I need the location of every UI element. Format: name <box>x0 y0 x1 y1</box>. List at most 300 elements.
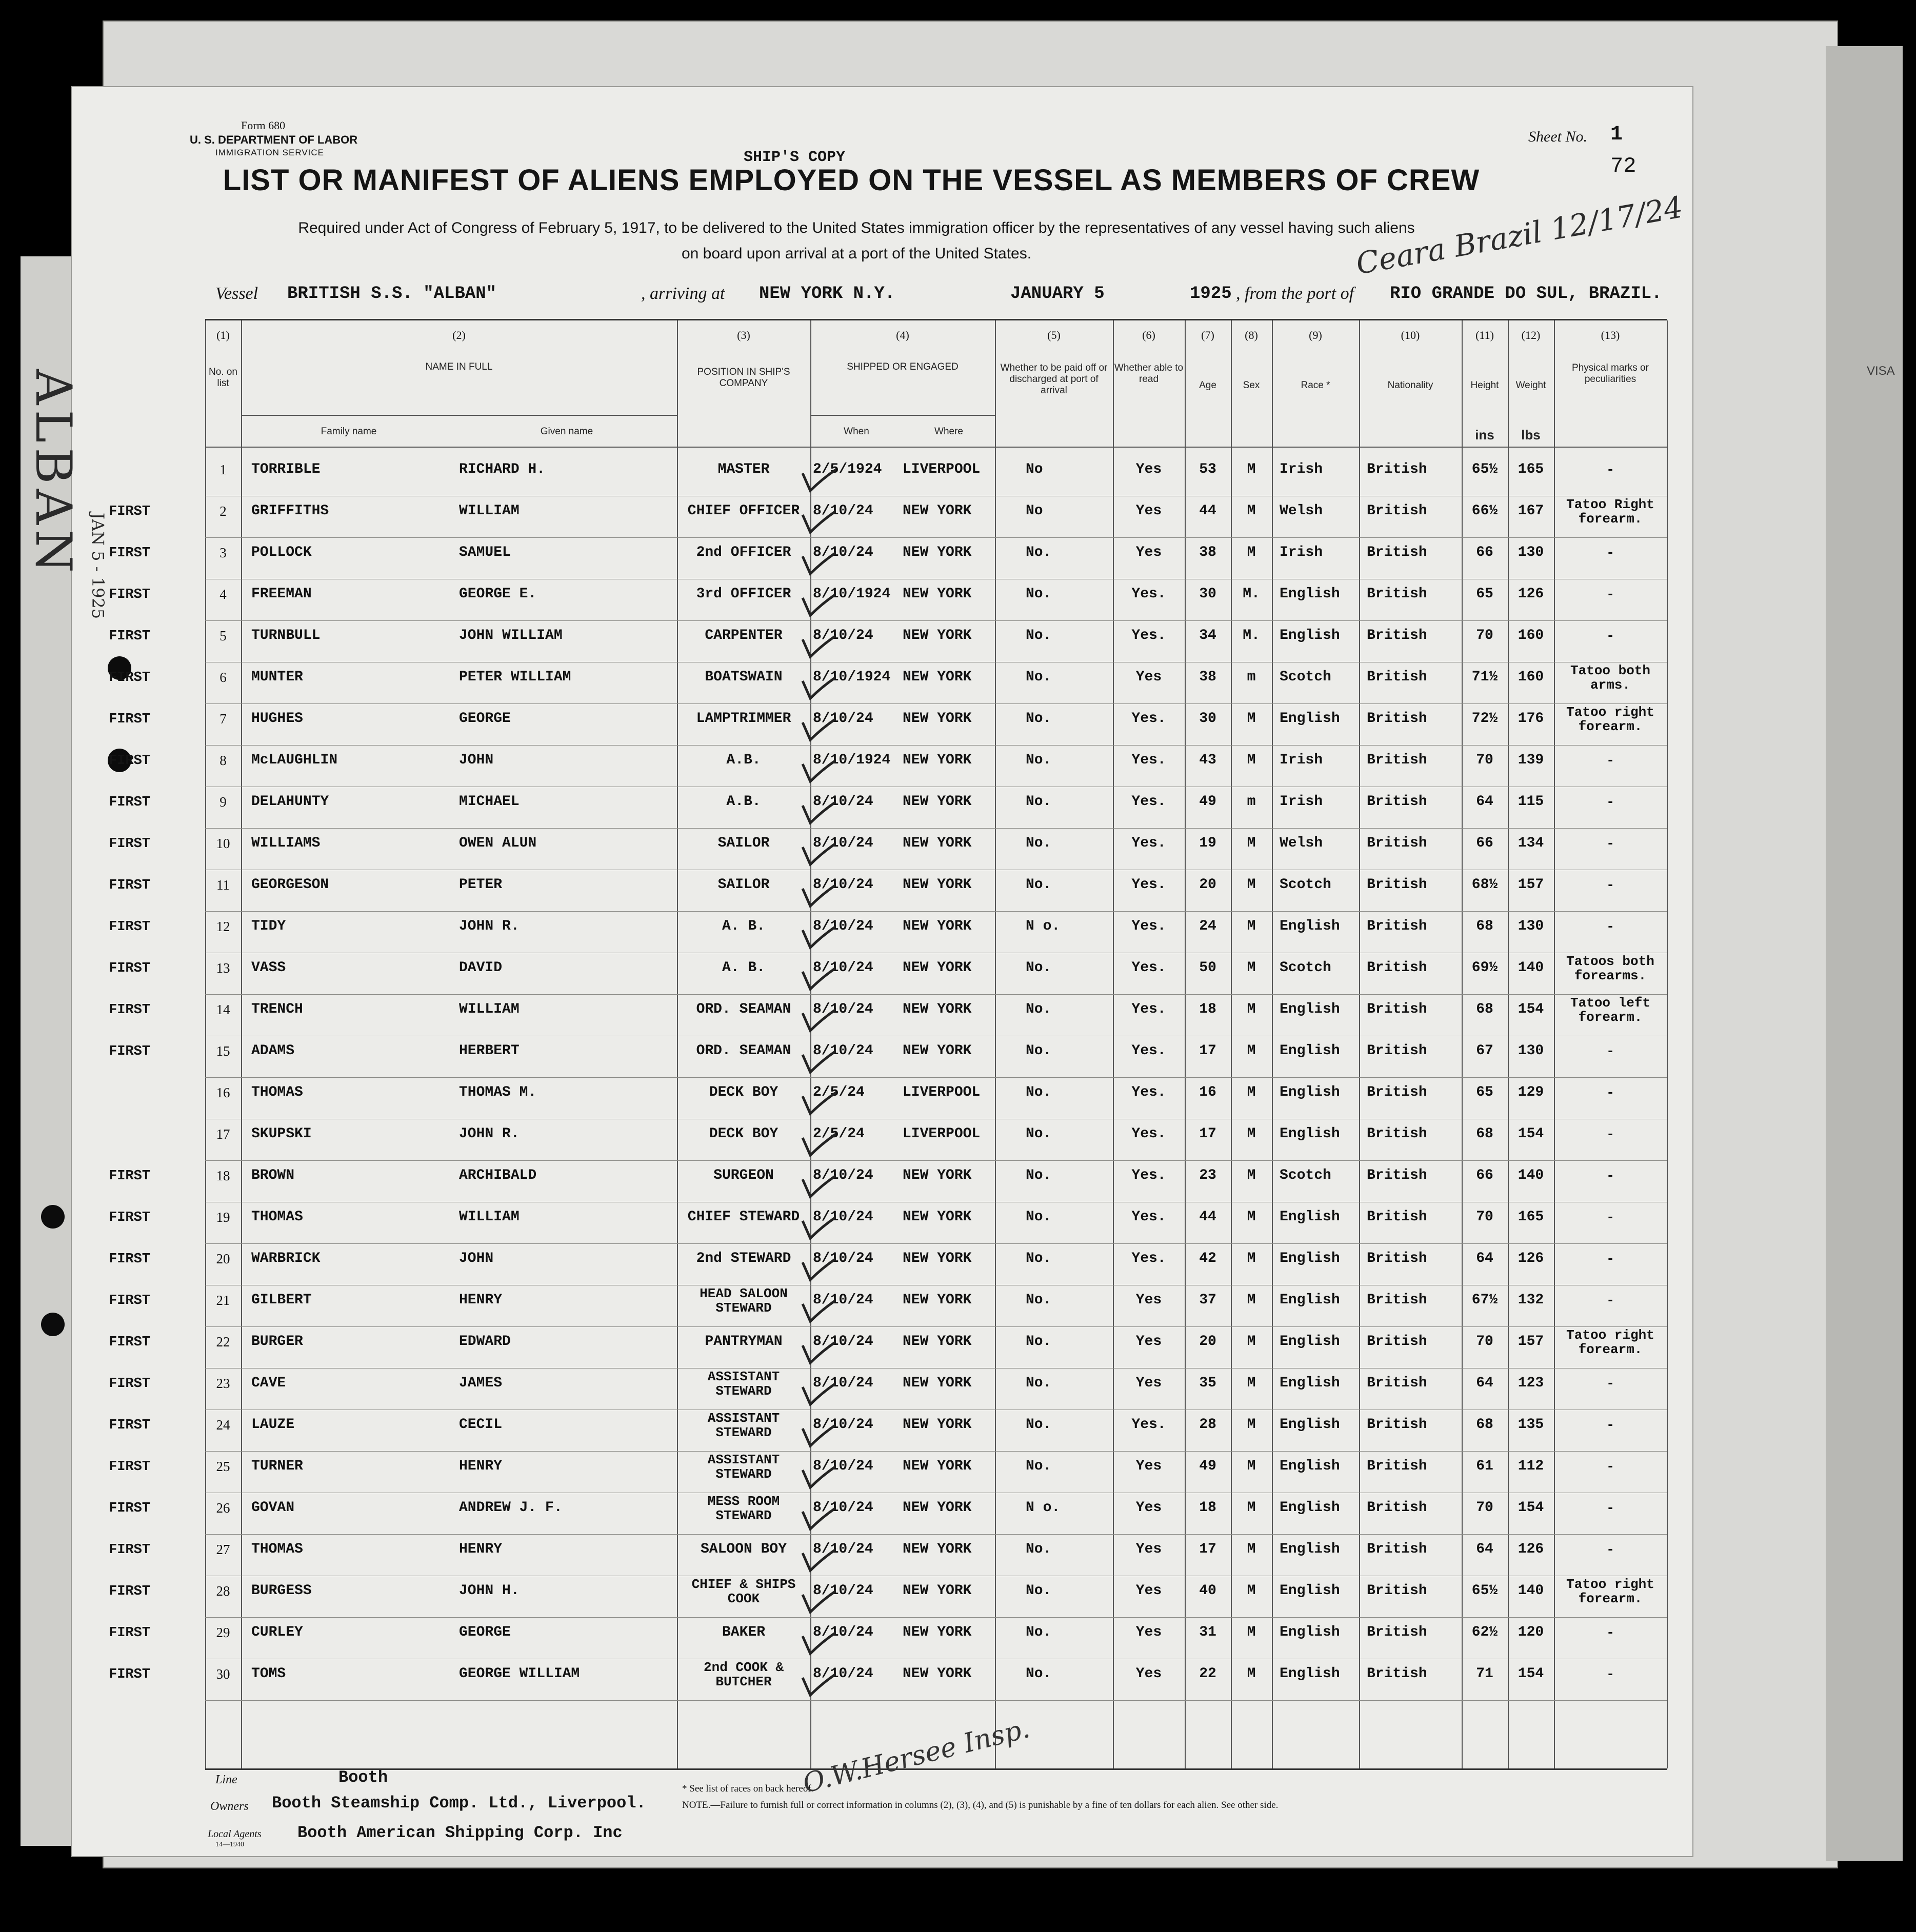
cell-age: 37 <box>1199 1292 1216 1308</box>
footer-owners-label: Owners <box>210 1800 249 1813</box>
cell-read: Yes <box>1135 1292 1162 1308</box>
cell-no: 9 <box>219 794 227 810</box>
cell-read: Yes <box>1135 461 1162 477</box>
cell-read: Yes <box>1135 1334 1162 1350</box>
page-title: LIST OR MANIFEST OF ALIENS EMPLOYED ON THE VESSEL AS MEMBERS OF CREW <box>223 164 1480 197</box>
cell-where: NEW YORK <box>903 545 972 560</box>
cell-race: English <box>1280 1334 1340 1350</box>
cell-age: 38 <box>1199 545 1216 560</box>
cell-age: 49 <box>1199 794 1216 810</box>
stamp-date: JAN 5 - 1925 <box>88 513 108 619</box>
cell-paid: No. <box>1026 545 1052 560</box>
cell-weight: 130 <box>1518 918 1544 934</box>
cell-position: 2nd STEWARD <box>696 1251 791 1266</box>
cell-age: 50 <box>1199 960 1216 976</box>
cell-sex: M <box>1247 1583 1256 1599</box>
table-row <box>205 746 1667 787</box>
cell-when: 8/10/24 <box>813 1500 873 1516</box>
first-class-label: FIRST <box>109 587 151 602</box>
cell-family: TURNER <box>251 1458 303 1474</box>
col-num-9: (9) <box>1309 329 1322 341</box>
cell-marks: - <box>1606 877 1614 893</box>
cell-where: LIVERPOOL <box>903 1126 981 1142</box>
cell-height: 67½ <box>1471 1292 1498 1308</box>
cell-family: TRENCH <box>251 1001 303 1017</box>
first-class-label: FIRST <box>109 1501 151 1516</box>
cell-marks: - <box>1606 1542 1614 1557</box>
cell-when: 8/10/24 <box>813 960 873 976</box>
cell-race: English <box>1280 1209 1340 1225</box>
arriving-port: NEW YORK N.Y. <box>759 284 895 304</box>
cell-paid: No. <box>1026 1624 1052 1640</box>
cell-position: SALOON BOY <box>700 1541 787 1557</box>
cell-height: 64 <box>1476 1541 1493 1557</box>
cell-no: 11 <box>216 877 230 893</box>
cell-no: 24 <box>216 1417 230 1433</box>
cell-nat: British <box>1367 1168 1427 1183</box>
cell-paid: No. <box>1026 1251 1052 1266</box>
cell-age: 30 <box>1199 711 1216 727</box>
cell-age: 17 <box>1199 1043 1216 1059</box>
cell-nat: British <box>1367 503 1427 519</box>
cell-nat: British <box>1367 711 1427 727</box>
cell-position: LAMPTRIMMER <box>696 711 791 727</box>
cell-age: 18 <box>1199 1500 1216 1516</box>
cell-weight: 140 <box>1518 960 1544 976</box>
cell-weight: 154 <box>1518 1666 1544 1682</box>
cell-no: 13 <box>216 960 230 976</box>
cell-sex: M <box>1247 752 1256 768</box>
cell-nat: British <box>1367 586 1427 602</box>
header-weight: Weight <box>1515 380 1546 391</box>
col-num-7: (7) <box>1201 329 1214 341</box>
cell-read: Yes. <box>1131 794 1166 810</box>
cell-marks: - <box>1606 1417 1614 1433</box>
cell-paid: No. <box>1026 628 1052 643</box>
first-class-label: FIRST <box>109 1459 151 1475</box>
first-class-label: FIRST <box>109 1210 151 1225</box>
cell-where: NEW YORK <box>903 877 972 893</box>
cell-paid: N o. <box>1026 918 1061 934</box>
cell-height: 68 <box>1476 918 1493 934</box>
cell-nat: British <box>1367 1001 1427 1017</box>
cell-weight: 176 <box>1518 711 1544 727</box>
cell-position: DECK BOY <box>709 1126 779 1142</box>
cell-weight: 157 <box>1518 877 1544 893</box>
cell-family: BURGER <box>251 1334 303 1350</box>
cell-where: NEW YORK <box>903 918 972 934</box>
cell-weight: 154 <box>1518 1126 1544 1142</box>
cell-when: 8/10/24 <box>813 1334 873 1350</box>
cell-read: Yes <box>1135 1458 1162 1474</box>
cell-paid: No. <box>1026 1001 1052 1017</box>
cell-weight: 154 <box>1518 1500 1544 1516</box>
cell-where: NEW YORK <box>903 1417 972 1433</box>
checkmark <box>803 1358 836 1404</box>
cell-no: 26 <box>216 1500 230 1516</box>
cell-no: 10 <box>216 836 230 851</box>
cell-paid: No. <box>1026 1292 1052 1308</box>
cell-when: 8/10/24 <box>813 794 873 810</box>
header-shipped: SHIPPED OR ENGAGED <box>847 361 959 372</box>
checkmark <box>803 694 836 740</box>
cell-nat: British <box>1367 1043 1427 1059</box>
cell-paid: No. <box>1026 1168 1052 1183</box>
cell-position: MASTER <box>717 461 770 477</box>
cell-marks: - <box>1606 1043 1614 1059</box>
cell-given: ANDREW J. F. <box>459 1500 563 1516</box>
header-height: Height <box>1470 380 1499 391</box>
cell-marks: - <box>1606 587 1614 602</box>
cell-marks: - <box>1606 462 1614 477</box>
cell-marks: - <box>1606 794 1614 810</box>
cell-given: GEORGE <box>459 1624 511 1640</box>
cell-height: 62½ <box>1471 1624 1498 1640</box>
cell-no: 17 <box>216 1126 230 1142</box>
cell-paid: No. <box>1026 835 1052 851</box>
cell-no: 23 <box>216 1376 230 1391</box>
cell-given: JOHN WILLIAM <box>459 628 563 643</box>
cell-age: 42 <box>1199 1251 1216 1266</box>
cell-where: NEW YORK <box>903 669 972 685</box>
cell-read: Yes <box>1135 1375 1162 1391</box>
cell-where: NEW YORK <box>903 628 972 643</box>
cell-no: 20 <box>216 1251 230 1266</box>
cell-weight: 140 <box>1518 1168 1544 1183</box>
col-num-6: (6) <box>1142 329 1155 341</box>
cell-when: 8/10/24 <box>813 1251 873 1266</box>
table-row <box>205 455 1667 496</box>
cell-height: 70 <box>1476 752 1493 768</box>
cell-no: 25 <box>216 1459 230 1474</box>
cell-nat: British <box>1367 1417 1427 1433</box>
cell-paid: No. <box>1026 1583 1052 1599</box>
table-row <box>205 787 1667 829</box>
cell-paid: No. <box>1026 586 1052 602</box>
cell-marks: Tatoo right forearm. <box>1566 1327 1654 1357</box>
header-no-on-list: No. on list <box>209 367 237 389</box>
table-row <box>205 953 1667 995</box>
cell-no: 6 <box>219 670 227 685</box>
cell-when: 2/5/1924 <box>813 461 882 477</box>
table-row <box>205 1618 1667 1659</box>
requirement-line-1: Required under Act of Congress of February 5, 1917, to be delivered to the United States immigration officer by the representatives of any vessel having such aliens <box>298 219 1415 236</box>
first-class-label: FIRST <box>109 1542 151 1558</box>
cell-read: Yes. <box>1131 960 1166 976</box>
cell-family: TORRIBLE <box>251 461 321 477</box>
cell-sex: M <box>1247 1624 1256 1640</box>
cell-sex: M <box>1247 503 1256 519</box>
cell-nat: British <box>1367 835 1427 851</box>
cell-given: THOMAS M. <box>459 1084 537 1100</box>
cell-family: McLAUGHLIN <box>251 752 338 768</box>
col-num-12: (12) <box>1521 329 1541 341</box>
cell-sex: M <box>1247 918 1256 934</box>
cell-no: 15 <box>216 1043 230 1059</box>
checkmark <box>803 569 836 615</box>
cell-height: 68 <box>1476 1126 1493 1142</box>
cell-nat: British <box>1367 1251 1427 1266</box>
cell-nat: British <box>1367 1666 1427 1682</box>
checkmark <box>803 1275 836 1321</box>
cell-when: 8/10/24 <box>813 503 873 519</box>
cell-weight: 132 <box>1518 1292 1544 1308</box>
cell-read: Yes <box>1135 1541 1162 1557</box>
cell-position: BOATSWAIN <box>705 669 783 685</box>
cell-family: CURLEY <box>251 1624 303 1640</box>
cell-read: Yes. <box>1131 752 1166 768</box>
cell-no: 21 <box>216 1293 230 1308</box>
inspector-signature: O.W.Hersee Insp. <box>800 1713 1033 1799</box>
cell-paid: No. <box>1026 1666 1052 1682</box>
cell-height: 66 <box>1476 1168 1493 1183</box>
cell-race: English <box>1280 628 1340 643</box>
cell-height: 66 <box>1476 835 1493 851</box>
cell-weight: 154 <box>1518 1001 1544 1017</box>
table-row <box>205 870 1667 912</box>
checkmark <box>803 943 836 989</box>
cell-nat: British <box>1367 1334 1427 1350</box>
punch-hole <box>41 1205 65 1229</box>
cell-given: SAMUEL <box>459 545 511 560</box>
cell-given: JOHN R. <box>459 918 520 934</box>
cell-sex: M <box>1247 835 1256 851</box>
checkmark <box>803 984 836 1031</box>
header-nationality: Nationality <box>1387 380 1433 391</box>
cell-where: NEW YORK <box>903 1001 972 1017</box>
cell-age: 44 <box>1199 1209 1216 1225</box>
cell-where: NEW YORK <box>903 1541 972 1557</box>
cell-family: GRIFFITHS <box>251 503 329 519</box>
cell-race: English <box>1280 1043 1340 1059</box>
checkmark <box>803 735 836 781</box>
from-port-label: , from the port of <box>1236 284 1354 303</box>
arrival-year: 1925 <box>1190 284 1232 304</box>
arrival-date: JANUARY 5 <box>1010 284 1105 304</box>
cell-race: Irish <box>1280 545 1323 560</box>
cell-family: FREEMAN <box>251 586 312 602</box>
cell-read: Yes <box>1135 669 1162 685</box>
cell-height: 68 <box>1476 1001 1493 1017</box>
cell-marks: Tatoo Right forearm. <box>1566 497 1654 527</box>
cell-read: Yes <box>1135 1583 1162 1599</box>
cell-nat: British <box>1367 1583 1427 1599</box>
table-row <box>205 579 1667 621</box>
table-row <box>205 621 1667 662</box>
header-weight-unit: lbs <box>1521 427 1541 442</box>
checkmark <box>803 1234 836 1280</box>
cell-where: NEW YORK <box>903 1583 972 1599</box>
first-class-label: FIRST <box>109 1252 151 1267</box>
cell-sex: M <box>1247 1334 1256 1350</box>
cell-position: SURGEON <box>713 1168 774 1183</box>
punch-hole <box>41 1313 65 1336</box>
checkmark <box>803 860 836 906</box>
cell-position: DECK BOY <box>709 1084 779 1100</box>
footer-penalty-note: NOTE.—Failure to furnish full or correct information in columns (2), (3), (4), and (5) is punishable by a fine of ten dollars for each alien. See other side. <box>682 1800 1279 1810</box>
sheet-number: 1 <box>1610 123 1623 146</box>
table-row <box>205 1327 1667 1368</box>
cell-when: 8/10/24 <box>813 711 873 727</box>
cell-family: WARBRICK <box>251 1251 321 1266</box>
table-row <box>205 1036 1667 1078</box>
checkmark <box>803 901 836 948</box>
cell-marks: - <box>1606 753 1614 768</box>
footer-races-note: * See list of races on back hereof. <box>682 1783 814 1794</box>
header-height-unit: ins <box>1475 427 1494 442</box>
cell-where: LIVERPOOL <box>903 1084 981 1100</box>
cell-sex: M <box>1247 1043 1256 1059</box>
cell-no: 8 <box>219 753 227 768</box>
cell-where: NEW YORK <box>903 1458 972 1474</box>
cell-age: 44 <box>1199 503 1216 519</box>
footer-form-code: 14—1940 <box>215 1841 244 1848</box>
cell-where: NEW YORK <box>903 1043 972 1059</box>
checkmark <box>803 1441 836 1487</box>
col-num-8: (8) <box>1245 329 1258 341</box>
cell-no: 30 <box>216 1666 230 1682</box>
cell-age: 20 <box>1199 1334 1216 1350</box>
cell-race: Irish <box>1280 461 1323 477</box>
cell-when: 8/10/1924 <box>813 586 891 602</box>
cell-when: 8/10/24 <box>813 1417 873 1433</box>
cell-age: 22 <box>1199 1666 1216 1682</box>
header-able-to-read: Whether able to read <box>1114 363 1184 385</box>
cell-race: Irish <box>1280 752 1323 768</box>
checkmark <box>803 1192 836 1238</box>
cell-height: 66 <box>1476 545 1493 560</box>
cell-family: MUNTER <box>251 669 303 685</box>
first-class-label: FIRST <box>109 629 151 644</box>
cell-height: 70 <box>1476 1209 1493 1225</box>
cell-age: 17 <box>1199 1126 1216 1142</box>
cell-paid: No. <box>1026 877 1052 893</box>
cell-race: English <box>1280 1251 1340 1266</box>
cell-paid: No. <box>1026 1417 1052 1433</box>
cell-age: 40 <box>1199 1583 1216 1599</box>
cell-nat: British <box>1367 794 1427 810</box>
cell-read: Yes. <box>1131 1251 1166 1266</box>
cell-position: SAILOR <box>717 835 770 851</box>
first-class-label: FIRST <box>109 1169 151 1184</box>
cell-age: 38 <box>1199 669 1216 685</box>
cell-height: 65 <box>1476 586 1493 602</box>
cell-read: Yes <box>1135 545 1162 560</box>
cell-race: English <box>1280 586 1340 602</box>
first-class-label: FIRST <box>109 1625 151 1641</box>
cell-marks: - <box>1606 1251 1614 1266</box>
header-given-name: Given name <box>540 426 593 437</box>
table-row <box>205 496 1667 538</box>
cell-read: Yes <box>1135 1624 1162 1640</box>
manifest-sheet <box>72 87 1692 1856</box>
cell-height: 65½ <box>1471 1583 1498 1599</box>
col-num-1: (1) <box>216 329 230 341</box>
cell-marks: - <box>1606 545 1614 560</box>
cell-race: Scotch <box>1280 1168 1331 1183</box>
cell-weight: 126 <box>1518 586 1544 602</box>
cell-when: 8/10/24 <box>813 545 873 560</box>
footer-agents-label: Local Agents <box>208 1828 262 1840</box>
col-num-2: (2) <box>452 329 466 341</box>
cell-position: ASSISTANT STEWARD <box>707 1411 780 1440</box>
cell-when: 8/10/1924 <box>813 669 891 685</box>
cell-sex: M <box>1247 1209 1256 1225</box>
cell-position: ASSISTANT STEWARD <box>707 1452 780 1482</box>
cell-when: 2/5/24 <box>813 1126 865 1142</box>
checkmark <box>803 1483 836 1529</box>
checkmark <box>803 1524 836 1571</box>
cell-weight: 134 <box>1518 835 1544 851</box>
department-label: U. S. DEPARTMENT OF LABOR <box>190 133 358 146</box>
cell-where: NEW YORK <box>903 794 972 810</box>
cell-position: PANTRYMAN <box>705 1334 783 1350</box>
cell-no: 16 <box>216 1085 230 1100</box>
cell-no: 3 <box>219 545 227 560</box>
cell-where: NEW YORK <box>903 711 972 727</box>
checkmark <box>803 611 836 657</box>
cell-position: A. B. <box>722 918 765 934</box>
cell-weight: 167 <box>1518 503 1544 519</box>
cell-when: 8/10/24 <box>813 1541 873 1557</box>
cell-paid: N o. <box>1026 1500 1061 1516</box>
cell-no: 14 <box>216 1002 230 1017</box>
cell-position: MESS ROOM STEWARD <box>707 1494 780 1523</box>
cell-where: NEW YORK <box>903 1666 972 1682</box>
cell-marks: - <box>1606 1666 1614 1682</box>
cell-height: 68 <box>1476 1417 1493 1433</box>
footer-agents-value: Booth American Shipping Corp. Inc <box>297 1823 623 1842</box>
header-where: Where <box>934 426 963 437</box>
cell-paid: No. <box>1026 711 1052 727</box>
table-row <box>205 995 1667 1036</box>
cell-position: A.B. <box>726 752 761 768</box>
cell-when: 8/10/1924 <box>813 752 891 768</box>
cell-given: JOHN H. <box>459 1583 520 1599</box>
cell-marks: - <box>1606 1376 1614 1391</box>
cell-where: NEW YORK <box>903 503 972 519</box>
checkmark <box>803 1109 836 1155</box>
cell-sex: M <box>1247 1084 1256 1100</box>
cell-paid: No. <box>1026 960 1052 976</box>
header-paid-off: Whether to be paid off or discharged at port of arrival <box>1000 363 1108 396</box>
cell-weight: 157 <box>1518 1334 1544 1350</box>
col-num-13: (13) <box>1601 329 1620 341</box>
checkmark <box>803 528 836 574</box>
cell-race: Irish <box>1280 794 1323 810</box>
cell-family: VASS <box>251 960 286 976</box>
checkmark <box>803 818 836 864</box>
cell-race: English <box>1280 1666 1340 1682</box>
cell-family: BROWN <box>251 1168 295 1183</box>
side-visa-label: VISA <box>1867 364 1895 378</box>
cell-marks: Tatoo right forearm. <box>1566 1577 1654 1606</box>
vessel-label: Vessel <box>215 284 258 303</box>
cell-read: Yes <box>1135 503 1162 519</box>
cell-read: Yes. <box>1131 586 1166 602</box>
cell-family: GEORGESON <box>251 877 329 893</box>
cell-position: A.B. <box>726 794 761 810</box>
table-row <box>205 538 1667 579</box>
cell-sex: M <box>1247 1500 1256 1516</box>
cell-read: Yes. <box>1131 1417 1166 1433</box>
cell-given: DAVID <box>459 960 503 976</box>
requirement-line-2: on board upon arrival at a port of the United States. <box>681 245 1032 262</box>
cell-marks: - <box>1606 1085 1614 1100</box>
cell-paid: No. <box>1026 1209 1052 1225</box>
cell-read: Yes. <box>1131 711 1166 727</box>
cell-given: WILLIAM <box>459 1001 520 1017</box>
